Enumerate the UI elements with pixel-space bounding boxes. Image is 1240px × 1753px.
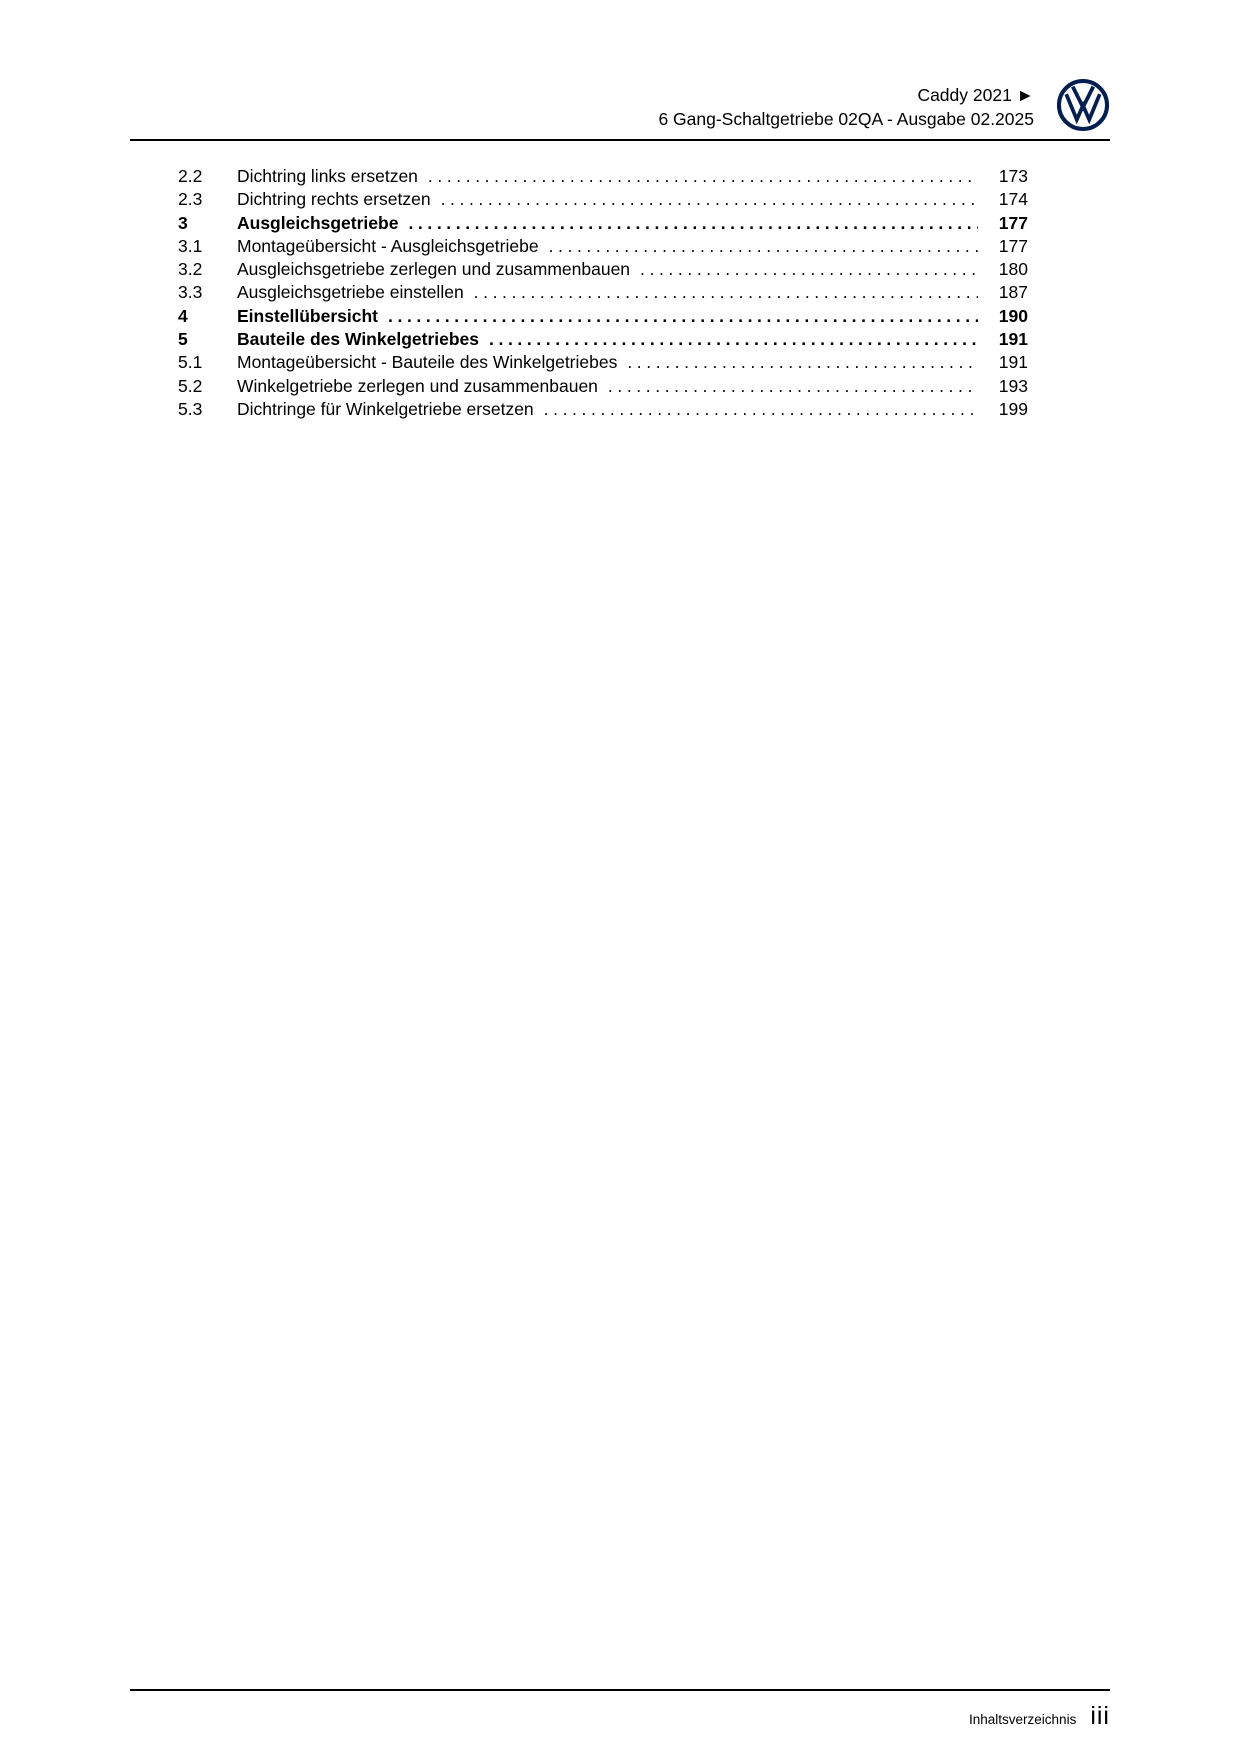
footer-page-number: iii xyxy=(1090,1702,1110,1730)
vw-logo xyxy=(1056,78,1110,132)
toc-entry-title: Winkelgetriebe zerlegen und zusammenbauen xyxy=(237,375,598,396)
toc-entry-number: 3 xyxy=(178,212,188,233)
toc-entry-title: Einstellübersicht xyxy=(237,305,379,326)
toc-entry-page: 191 xyxy=(998,352,1028,373)
toc-entry-page: 193 xyxy=(998,375,1028,396)
footer-divider xyxy=(130,1689,1110,1691)
toc-entry-title: Ausgleichsgetriebe einstellen xyxy=(237,282,464,303)
toc-entry-number: 3.3 xyxy=(178,282,203,303)
table-of-contents xyxy=(178,165,1028,421)
toc-entry-page: 177 xyxy=(998,212,1028,233)
toc-entry xyxy=(178,188,1028,211)
toc-entry-page: 190 xyxy=(998,305,1028,326)
toc-entry-number: 2.3 xyxy=(178,189,203,210)
toc-entry xyxy=(178,165,1028,188)
toc-leader-dots xyxy=(408,212,978,235)
footer-section-label: Inhaltsverzeichnis xyxy=(969,1712,1077,1727)
page-header xyxy=(130,0,1110,132)
toc-entry-title: Ausgleichsgetriebe zerlegen und zusammenbauen xyxy=(237,259,631,280)
toc-entry-number: 4 xyxy=(178,305,188,326)
toc-entry-number: 3.1 xyxy=(178,235,203,256)
toc-entry-title: Dichtring rechts ersetzen xyxy=(237,189,431,210)
toc-entry-title: Ausgleichsgetriebe xyxy=(237,212,399,233)
toc-entry-number: 5 xyxy=(178,329,188,350)
toc-entry xyxy=(178,305,1028,328)
toc-leader-dots xyxy=(388,305,978,328)
toc-entry-number: 5.1 xyxy=(178,352,203,373)
toc-entry xyxy=(178,212,1028,235)
toc-leader-dots xyxy=(544,398,978,421)
toc-entry xyxy=(178,258,1028,281)
toc-leader-dots xyxy=(489,328,978,351)
toc-leader-dots xyxy=(640,258,978,281)
page-footer xyxy=(969,1702,1110,1731)
header-text-block xyxy=(658,78,1034,131)
toc-entry-number: 2.2 xyxy=(178,166,203,186)
toc-entry-page: 174 xyxy=(998,189,1028,210)
toc-entry-page: 191 xyxy=(998,329,1028,350)
toc-leader-dots xyxy=(474,281,978,304)
toc-entry-page: 187 xyxy=(998,282,1028,303)
toc-entry xyxy=(178,398,1028,421)
toc-entry-title: Dichtringe für Winkelgetriebe ersetzen xyxy=(237,398,534,419)
toc-leader-dots xyxy=(441,188,978,211)
toc-leader-dots xyxy=(428,165,978,188)
toc-entry xyxy=(178,328,1028,351)
toc-entry xyxy=(178,281,1028,304)
toc-leader-dots xyxy=(627,351,978,374)
toc-entry-title: Dichtring links ersetzen xyxy=(237,166,418,186)
toc-entry-number: 5.2 xyxy=(178,375,203,396)
toc-entry-page: 199 xyxy=(998,398,1028,419)
header-divider xyxy=(130,139,1110,141)
toc-entry xyxy=(178,375,1028,398)
toc-leader-dots xyxy=(549,235,978,258)
toc-entry-page: 177 xyxy=(998,235,1028,256)
header-subtitle: 6 Gang-Schaltgetriebe 02QA - Ausgabe 02.2025 xyxy=(658,109,1034,129)
toc-entry-title: Montageübersicht - Ausgleichsgetriebe xyxy=(237,235,539,256)
toc-entry-title: Bauteile des Winkelgetriebes xyxy=(237,329,480,350)
toc-entry-title: Montageübersicht - Bauteile des Winkelgetriebes xyxy=(237,352,618,373)
header-model-line: Caddy 2021 ► xyxy=(917,85,1034,105)
toc-entry xyxy=(178,235,1028,258)
toc-entry-number: 3.2 xyxy=(178,259,203,280)
toc-entry-number: 5.3 xyxy=(178,398,203,419)
toc-entry xyxy=(178,351,1028,374)
toc-entry-page: 173 xyxy=(998,166,1028,186)
toc-entry-page: 180 xyxy=(998,259,1028,280)
toc-leader-dots xyxy=(608,375,978,398)
